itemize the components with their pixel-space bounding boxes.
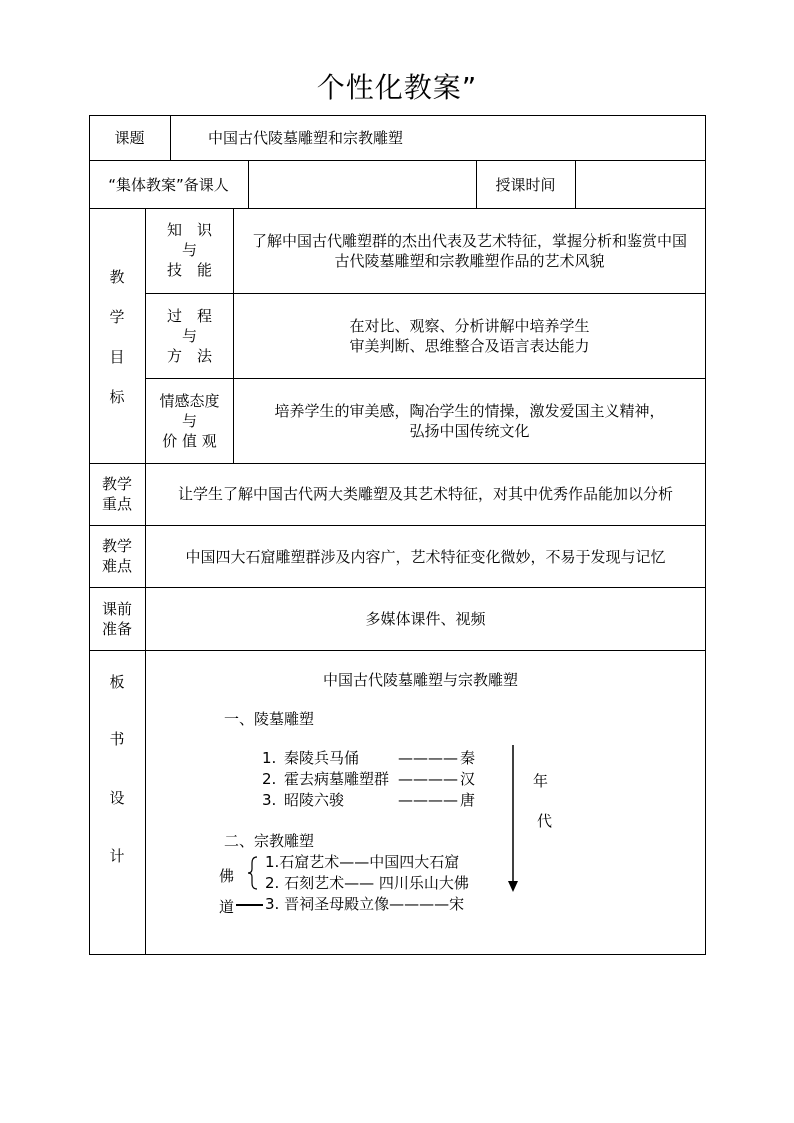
- part2-item-2: 2. 石刻艺术—— 四川乐山大佛: [265, 874, 469, 892]
- emotion-content: 培养学生的审美感，陶冶学生的情操，激发爱国主义精神， 弘扬中国传统文化: [274, 402, 665, 440]
- part1-title: 一、陵墓雕塑: [224, 710, 315, 728]
- part2-title: 二、宗教雕塑: [224, 832, 315, 850]
- preparation-label: 课前 准备: [101, 600, 132, 638]
- part1-item-dash: ————: [398, 770, 458, 788]
- knowledge-label: 知 识 与 技 能: [166, 221, 212, 279]
- era-label-2: 代: [537, 812, 553, 830]
- part1-item-dash: ————: [398, 791, 458, 809]
- part1-item-num: 2.: [262, 770, 277, 788]
- part1-item-name: 秦陵兵马俑: [284, 749, 360, 767]
- preparation-content: 多媒体课件、视频: [365, 610, 486, 628]
- document-title: 个性化教案”: [316, 71, 478, 104]
- left-brace-icon: [245, 856, 261, 890]
- part1-item-era: 汉: [460, 770, 476, 788]
- part2-item-1: 1.石窟艺术——中国四大石窟: [265, 853, 460, 871]
- part1-item-era: 唐: [460, 791, 476, 809]
- time-label: 授课时间: [495, 176, 556, 194]
- part1-item-name: 霍去病墓雕塑群: [284, 770, 390, 788]
- part1-item-name: 昭陵六骏: [284, 791, 345, 809]
- taoism-label: 道: [219, 898, 235, 916]
- board-label-1: 板: [109, 673, 125, 691]
- objectives-label-3: 目: [109, 348, 125, 366]
- board-label-4: 计: [109, 847, 125, 865]
- board-label-3: 设: [109, 789, 125, 807]
- planner-label: “集体教案”备课人: [108, 176, 229, 194]
- part1-item-dash: ————: [398, 749, 458, 767]
- era-label-1: 年: [533, 772, 549, 790]
- down-arrow-icon: [505, 745, 521, 893]
- objectives-label-1: 教: [109, 268, 125, 286]
- process-content: 在对比、观察、分析讲解中培养学生 审美判断、思维整合及语言表达能力: [349, 317, 590, 355]
- process-label: 过 程 与 方 法: [166, 307, 212, 365]
- emotion-label: 情感态度 与 价 值 观: [159, 392, 220, 450]
- objectives-label-2: 学: [109, 308, 125, 326]
- buddhism-label: 佛: [219, 867, 235, 885]
- difficulties-content: 中国四大石窟雕塑群涉及内容广，艺术特征变化微妙，不易于发现与记忆: [185, 548, 666, 566]
- topic-value: 中国古代陵墓雕塑和宗教雕塑: [208, 129, 404, 147]
- knowledge-content: 了解中国古代雕塑群的杰出代表及艺术特征，掌握分析和鉴赏中国 古代陵墓雕塑和宗教雕塑作品的艺术风貌: [251, 232, 687, 270]
- key-points-content: 让学生了解中国古代两大类雕塑及其艺术特征，对其中优秀作品能加以分析: [177, 485, 673, 503]
- key-points-label: 教学 重点: [101, 475, 132, 513]
- board-heading: 中国古代陵墓雕塑与宗教雕塑: [323, 671, 519, 689]
- connector-line: [236, 904, 263, 906]
- part1-item-era: 秦: [460, 749, 476, 767]
- objectives-label-4: 标: [109, 388, 125, 406]
- part1-item-num: 3.: [262, 791, 277, 809]
- part1-item-num: 1.: [262, 749, 277, 767]
- part2-item-3: 3. 晋祠圣母殿立像————宋: [265, 895, 465, 913]
- difficulties-label: 教学 难点: [101, 537, 132, 575]
- board-label-2: 书: [109, 730, 125, 748]
- topic-label: 课题: [114, 129, 145, 147]
